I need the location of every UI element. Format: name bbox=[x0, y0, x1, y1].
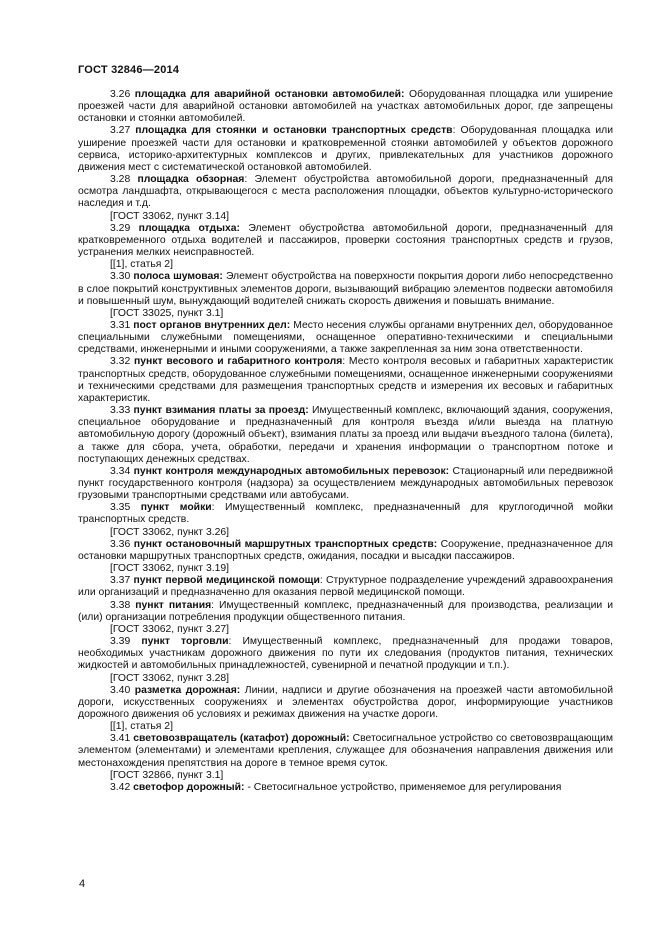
term-definition bbox=[78, 174, 613, 210]
definition: : Место контроля весовых и габаритных характеристик транспортных средств, оборудованное служебными помещениями, оснащенное инженерными сооружениями и техническими средствами для размещения транспортных средств и измерения их весовых и габаритных характеристик. bbox=[78, 356, 613, 404]
clause-number: 3.34 bbox=[110, 465, 131, 477]
term: световозвращатель (катафот) дорожный: bbox=[133, 733, 350, 745]
definition: : Оборудованная площадка или уширение проезжей части для остановки и кратковременной стоянки автомобилей у объектов дорожного сервиса, историко-архитектурных комплексов и других, привлекательных для участников дорожного движения мест с систематической остановкой автомобилей. bbox=[78, 125, 613, 173]
term-definition bbox=[78, 271, 613, 307]
term: площадка для аварийной остановки автомобилей: bbox=[134, 89, 405, 100]
reference-note: [ГОСТ 33062, пункт 3.14] bbox=[110, 210, 230, 222]
term: пункт торговли bbox=[141, 636, 229, 648]
clause-number: 3.38 bbox=[110, 599, 131, 611]
term: пункт питания bbox=[135, 599, 212, 611]
clause-number: 3.39 bbox=[110, 636, 131, 648]
definition: Светосигнальное устройство со световозвращающим элементом (элементами) и элементами крепления, служащее для обозначения направления движения или местонахождения препятствия на дороге в темное время суток. bbox=[78, 733, 614, 769]
document-body bbox=[78, 89, 613, 794]
term: пункт контроля международных автомобильных перевозок: bbox=[133, 465, 450, 477]
definition: Линии, надписи и другие обозначения на проезжей части автомобильной дороги, искусственных сооружениях и элементах обустройства дорог, информирующие участников дорожного движения об условиях и режимах движения на участке дороги. bbox=[78, 684, 614, 720]
term-definition bbox=[78, 89, 613, 125]
term-definition bbox=[78, 125, 613, 174]
clause-number: 3.31 bbox=[110, 319, 131, 331]
reference-note: [[1], статья 2] bbox=[110, 259, 173, 271]
clause-number: 3.29 bbox=[110, 222, 131, 234]
term-definition bbox=[78, 466, 613, 502]
term: пост органов внутренних дел: bbox=[133, 319, 291, 331]
definition: Место несения службы органами внутренних дел, оборудованное специальными служебными помещениями, оснащенное оперативно-техническими и специальными средствами, инженерными и иными сооружениями, а также закрепленная за ним зона ответственности. bbox=[78, 319, 614, 356]
definition: Имущественный комплекс, включающий здания, сооружения, специальное оборудование и предназначенный для контроля въезда и/или выезда на платную автомобильную дорогу (дорожный объект), взимания платы за проезд или выдачи въездного талона (билета), а также для сбора, учета, обработки, передачи и хранения информации о транспортном потоке и поступающих денежных средствах. bbox=[78, 405, 613, 465]
clause-number: 3.41 bbox=[110, 733, 131, 745]
reference-note: [ГОСТ 33062, пункт 3.19] bbox=[110, 563, 230, 575]
term: площадка отдыха: bbox=[138, 222, 240, 234]
term: пункт остановочный маршрутных транспортных средств: bbox=[133, 538, 438, 550]
definition: : Имущественный комплекс, предназначенный для продажи товаров, необходимых участникам дорожного движения по пути их следования (продуктов питания, технических жидкостей и автомобильных принадлежностей, сувенирной и печатной продукции и т.п.). bbox=[78, 636, 613, 672]
definition: : Структурное подразделение учреждений здравоохранения или организаций и предназначенно для оказания первой медицинской помощи. bbox=[78, 575, 614, 599]
definition: Элемент обустройства автомобильной дороги, предназначенный для кратковременного отдыха водителей и пассажиров, проверки состояния транспортных средств и грузов, устранения мелких неисправностей. bbox=[78, 222, 613, 259]
term-definition bbox=[78, 575, 613, 599]
term-definition bbox=[78, 600, 613, 624]
term: полоса шумовая: bbox=[133, 271, 223, 283]
term-definition bbox=[78, 223, 613, 259]
term: площадка обзорная bbox=[137, 174, 245, 186]
term: пункт взимания платы за проезд: bbox=[133, 405, 309, 417]
term-definition bbox=[78, 320, 613, 356]
clause-number: 3.27 bbox=[110, 125, 131, 137]
page-number: 4 bbox=[79, 878, 86, 890]
definition: - Светосигнальное устройство, применяемое для регулирования bbox=[247, 781, 562, 793]
reference-note: [ГОСТ 33062, пункт 3.27] bbox=[110, 623, 230, 635]
term: разметка дорожная: bbox=[134, 684, 241, 696]
definition: : Имущественный комплекс, предназначенный для круглогодичной мойки транспортных средств. bbox=[78, 502, 613, 526]
term-definition bbox=[78, 539, 613, 563]
clause-number: 3.37 bbox=[110, 575, 131, 587]
reference-note: [ГОСТ 33062, пункт 3.28] bbox=[110, 672, 230, 684]
clause-number: 3.40 bbox=[110, 684, 131, 696]
definition: : Имущественный комплекс, предназначенный для производства, реализации и (или) организации потребления продукции общественного питания. bbox=[78, 599, 613, 623]
definition: Стационарный или передвижной пункт государственного контроля (надзора) за осуществлением международных автомобильных перевозок грузовыми транспортными средствами или автобусами. bbox=[78, 465, 613, 502]
term: пункт мойки bbox=[140, 502, 212, 514]
definition: Элемент обустройства на поверхности покрытия дороги либо непосредственно в слое покрытий конструктивных элементов дороги, вызывающий вибрацию элементов подвески автомобиля и повышенный шум, вынуждающий водителей снижать скорость движения и повышать внимание. bbox=[78, 271, 613, 307]
term-definition bbox=[78, 685, 613, 721]
reference-note: [ГОСТ 33025, пункт 3.1] bbox=[110, 307, 224, 319]
term: светофор дорожный: bbox=[133, 781, 245, 793]
definition: : Элемент обустройства автомобильной дороги, предназначенный для осмотра ландшафта, открывающегося с места расположения площадки, объектов культурно-исторического наследия и т.д. bbox=[78, 174, 614, 210]
term-definition bbox=[78, 782, 613, 794]
clause-number: 3.36 bbox=[110, 538, 131, 550]
clause-number: 3.30 bbox=[110, 271, 131, 283]
clause-number: 3.35 bbox=[110, 502, 131, 514]
clause-number: 3.26 bbox=[110, 89, 131, 100]
term: площадка для стоянки и остановки транспортных средств bbox=[135, 125, 453, 137]
clause-number: 3.32 bbox=[110, 356, 131, 368]
term-definition bbox=[78, 733, 613, 769]
clause-number: 3.42 bbox=[110, 781, 131, 793]
reference-note: [ГОСТ 33062, пункт 3.26] bbox=[110, 526, 230, 538]
term-definition bbox=[78, 405, 613, 466]
term: пункт весового и габаритного контроля bbox=[133, 356, 343, 368]
document-header: ГОСТ 32846—2014 bbox=[78, 64, 180, 76]
term-definition bbox=[78, 356, 613, 405]
term: пункт первой медицинской помощи bbox=[133, 575, 320, 587]
definition: Сооружение, предназначенное для остановки маршрутных транспортных средств, ожидания, посадки и высадки пассажиров. bbox=[78, 538, 614, 562]
clause-number: 3.33 bbox=[110, 405, 131, 417]
reference-note: [[1], статья 2] bbox=[110, 721, 173, 733]
reference-note: [ГОСТ 32866, пункт 3.1] bbox=[110, 769, 224, 781]
term-definition bbox=[78, 502, 613, 526]
definition: Оборудованная площадка или уширение проезжей части для аварийной остановки автомобилей на участках автомобильных дорог, где запрещены остановки и стоянки автомобилей. bbox=[78, 89, 614, 125]
clause-number: 3.28 bbox=[110, 174, 131, 186]
term-definition bbox=[78, 636, 613, 672]
